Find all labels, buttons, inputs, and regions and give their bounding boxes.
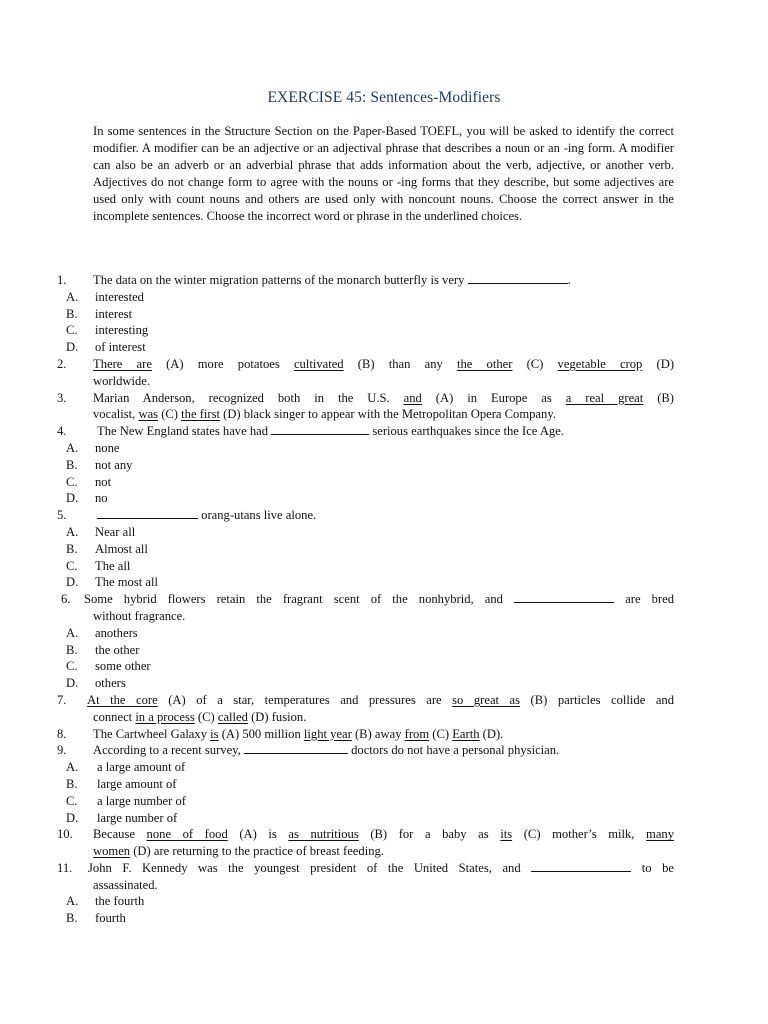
option-row[interactable]: D. of interest <box>66 340 146 355</box>
option-row[interactable]: C. some other <box>66 659 151 674</box>
option-row[interactable]: C. a large number of <box>66 793 186 808</box>
option-row[interactable]: B. interest <box>66 306 133 321</box>
option-row[interactable]: D. others <box>66 676 126 691</box>
option-row[interactable]: B. large amount of <box>66 776 177 791</box>
question-11: 11. John F. Kennedy was the youngest president of the United States, and to be <box>57 860 674 875</box>
underlined-choice[interactable]: At the core <box>87 692 158 707</box>
underlined-choice[interactable]: Earth <box>452 726 480 741</box>
underlined-choice[interactable]: light year <box>303 726 352 741</box>
underlined-choice[interactable]: is <box>210 726 219 741</box>
option-row[interactable]: C. not <box>66 474 112 489</box>
option-row[interactable]: A. a large amount of <box>66 760 186 775</box>
underlined-choice[interactable]: so great as <box>452 692 521 707</box>
underlined-choice[interactable]: none of food <box>146 827 228 842</box>
question-6: 6. Some hybrid flowers retain the fragrant scent of the nonhybrid, and are bred <box>61 592 674 607</box>
underlined-choice[interactable]: many <box>646 827 675 842</box>
option-row[interactable]: B. Almost all <box>66 541 148 556</box>
answer-blank <box>514 591 614 603</box>
answer-blank <box>468 272 568 284</box>
question-1: 1. The data on the winter migration patterns of the monarch butterfly is very . <box>57 273 571 287</box>
underlined-choice[interactable]: its <box>500 827 513 842</box>
underlined-choice[interactable]: the first <box>181 407 220 422</box>
underlined-choice[interactable]: from <box>404 726 430 741</box>
option-row[interactable]: B. fourth <box>66 911 126 926</box>
answer-blank <box>271 423 369 435</box>
question-10: 10. Because none of food (A) is as nutritious (B) for a baby as its (C) mother’s milk, many <box>57 827 675 842</box>
option-row[interactable]: A. Near all <box>66 524 136 539</box>
answer-blank <box>531 860 631 872</box>
underlined-choice[interactable]: cultivated <box>293 356 344 371</box>
option-row[interactable]: A. the fourth <box>66 894 145 909</box>
option-row[interactable]: D. The most all <box>66 575 158 590</box>
option-row[interactable]: D. no <box>66 491 108 506</box>
question-9: 9. According to a recent survey, doctors do not have a personal physician. <box>57 743 560 758</box>
option-row[interactable]: A. interested <box>66 289 144 304</box>
page-title: EXERCISE 45: Sentences-Modifiers <box>267 89 501 106</box>
underlined-choice[interactable]: called <box>217 709 248 724</box>
option-row[interactable]: C. interesting <box>66 323 149 338</box>
option-row[interactable]: B. not any <box>66 457 133 472</box>
instructions-paragraph: In some sentences in the Structure Section on the Paper-Based TOEFL, you will be asked to identify the correct modifier. A modifier can be an adjective or an adjectival phrase that describes a noun or an -ing form. A modifier can also be an adverb or an adverbial phrase that adds information about the verb, adjective, or another verb. Adjectives do not change form to agree with the nouns or -ing forms that they describe, but some adjectives are used only with count nouns and others are used only with noncount nouns. Choose the correct answer in the incomplete sentences. Choose the incorrect word or phrase in the underlined choices. <box>93 124 674 223</box>
question-8: 8. The Cartwheel Galaxy is (A) 500 million light year (B) away from (C) Earth (D). <box>57 726 504 741</box>
underlined-choice[interactable]: as nutritious <box>288 827 359 842</box>
option-row[interactable]: B. the other <box>66 642 140 657</box>
question-list: 1. The data on the winter migration patterns of the monarch butterfly is very . A. interested B. interest C. interesting D. of interest 2. There are (A) more potatoes cultivated (B) than any the other (C) vegetable crop (D) worldwide. 3. Marian Anderson, recognized both in the U.S. and (A) in Europe as a real great (B) vocalist, was (C) the first (D) black singer to appear with the Metropolitan Opera Company. 4. The New England states have had serious earthquakes since the Ice Age. A. none B. not any C. not D. no 5. orang-utans live alone. A. Near all B. Almost all C. The all D. The most all 6. Some hybrid flowers retain the fragrant scent of the nonhybrid, and are bred without fragrance. A. anothers B. the other C. some other D. others 7. At the core (A) of a star, temperatures and pressures are so great as (B) particles collide and connect in a process (C) called (D) fusion. 8. The Cartwheel Galaxy is (A) 500 million light year (B) away from (C) Earth (D). 9. According to a recent survey, doctors do not have a personal physician. A. a large amount of B. large amount of C. a large number of D. large number of 10. Because none of food (A) is as nutritious (B) for a baby as its (C) mother’s milk, many women (D) are returning to the practice of breast feeding. 11. John F. Kennedy was the youngest president of the United States, and to be assassinated. A. the fourth B. fourth <box>0 272 768 927</box>
underlined-choice[interactable]: the other <box>456 356 513 371</box>
option-row[interactable]: C. The all <box>66 558 131 573</box>
underlined-choice[interactable]: a real great <box>565 390 644 405</box>
question-4: 4. The New England states have had serious earthquakes since the Ice Age. <box>57 424 564 439</box>
option-row[interactable]: A. anothers <box>66 625 138 640</box>
underlined-choice[interactable]: vegetable crop <box>557 356 643 371</box>
option-row[interactable]: A. none <box>66 440 120 455</box>
underlined-choice[interactable]: women <box>93 844 131 859</box>
question-5: 5. orang-utans live alone. <box>57 508 317 523</box>
answer-blank <box>97 507 198 519</box>
question-3: 3. Marian Anderson, recognized both in the U.S. and (A) in Europe as a real great (B) <box>57 390 674 405</box>
underlined-choice[interactable]: and <box>403 390 422 405</box>
underlined-choice[interactable]: There are <box>93 356 152 371</box>
underlined-choice[interactable]: in a process <box>135 709 195 724</box>
question-7: 7. At the core (A) of a star, temperatures and pressures are so great as (B) particles collide and <box>57 692 674 707</box>
option-row[interactable]: D. large number of <box>66 810 178 825</box>
underlined-choice[interactable]: was <box>138 407 159 422</box>
question-2: 2. There are (A) more potatoes cultivated (B) than any the other (C) vegetable crop (D) <box>57 356 675 371</box>
answer-blank <box>244 742 348 754</box>
